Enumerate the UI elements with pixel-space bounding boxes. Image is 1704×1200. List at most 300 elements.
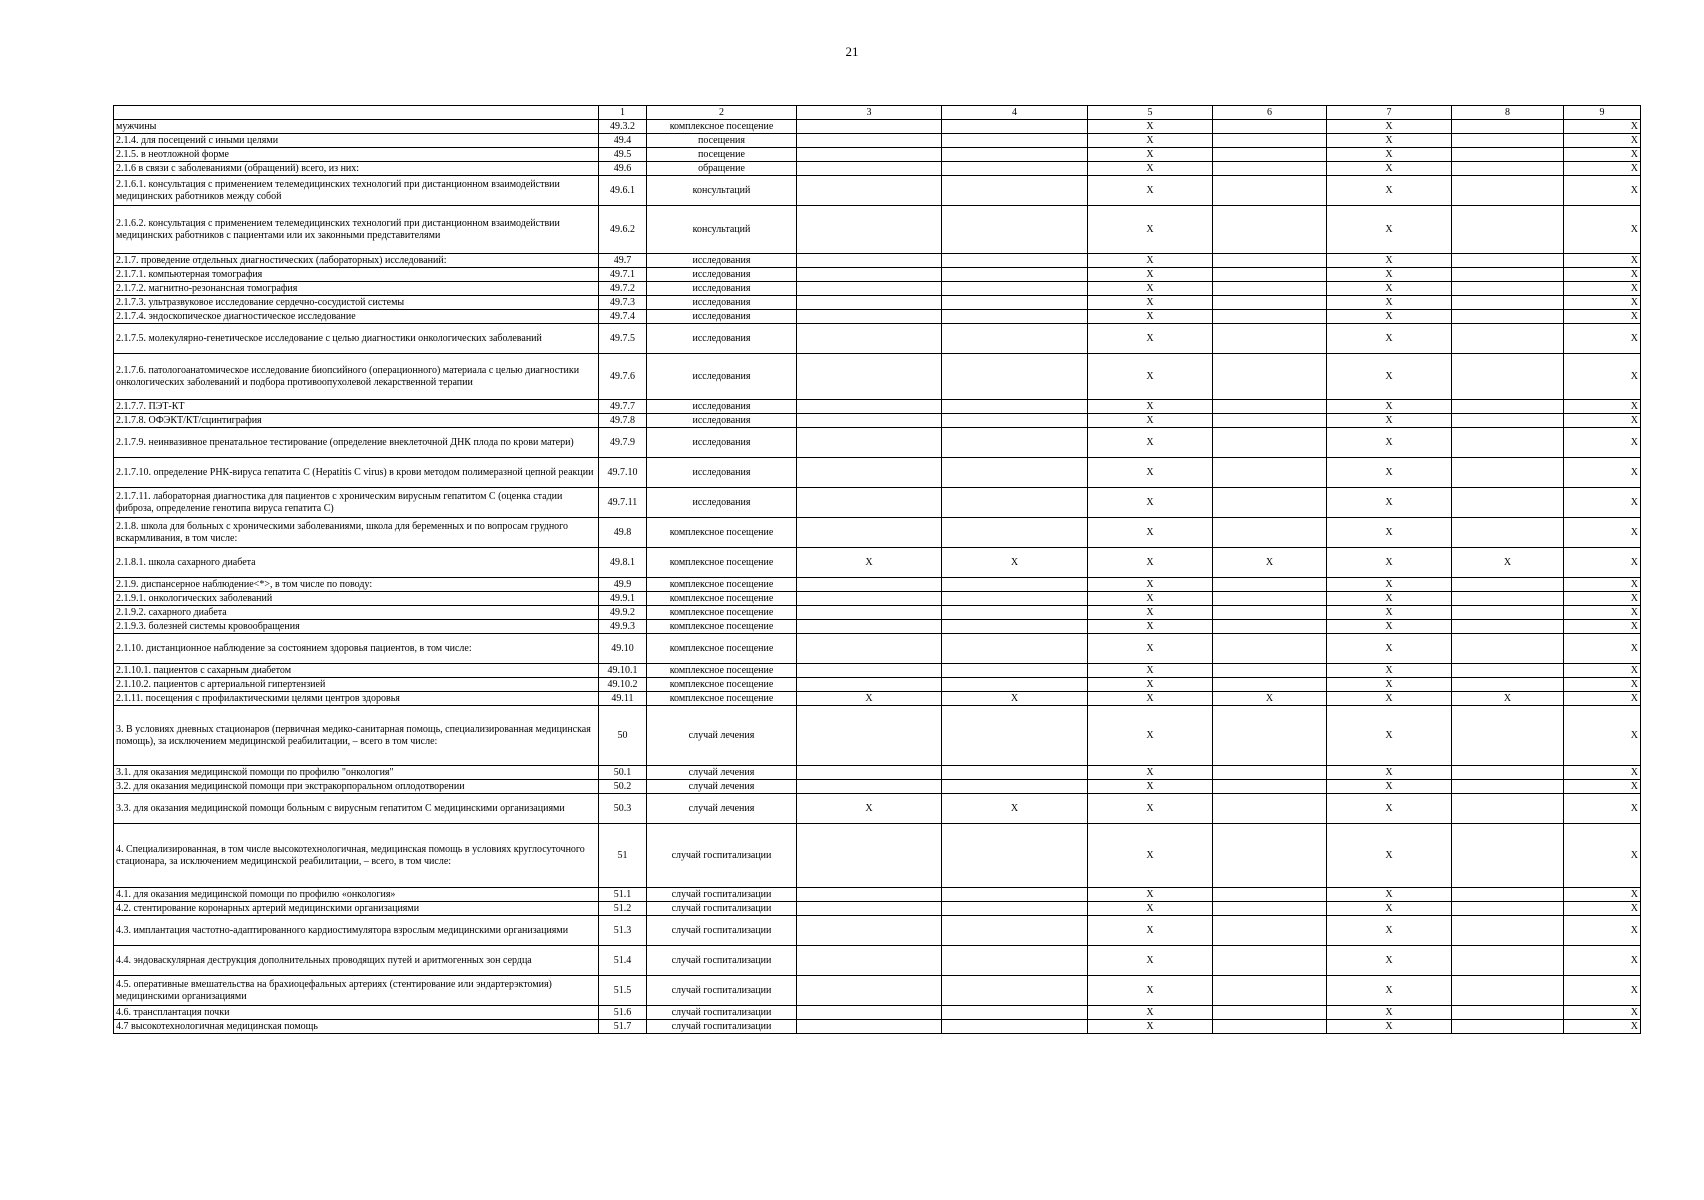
row-label: 3.1. для оказания медицинской помощи по профилю "онкология" (114, 766, 599, 780)
value-cell (942, 162, 1088, 176)
value-cell: X (1564, 548, 1641, 578)
row-unit: исследования (647, 324, 797, 354)
row-code: 50.1 (599, 766, 647, 780)
row-label: 2.1.7. проведение отдельных диагностических (лабораторных) исследований: (114, 254, 599, 268)
table-row (114, 902, 1641, 916)
row-label: 2.1.7.7. ПЭТ-КТ (114, 400, 599, 414)
value-cell: X (1564, 1020, 1641, 1034)
value-cell (942, 592, 1088, 606)
value-cell: X (1564, 488, 1641, 518)
value-cell (942, 354, 1088, 400)
value-cell (1213, 134, 1327, 148)
value-cell (942, 1020, 1088, 1034)
value-cell (1213, 162, 1327, 176)
row-label: 2.1.9. диспансерное наблюдение<*>, в том числе по поводу: (114, 578, 599, 592)
row-unit: исследования (647, 428, 797, 458)
value-cell (797, 296, 942, 310)
table-row (114, 324, 1641, 354)
row-code: 51.4 (599, 946, 647, 976)
value-cell (942, 518, 1088, 548)
row-label: 2.1.7.5. молекулярно-генетическое исследование с целью диагностики онкологических заболеваний (114, 324, 599, 354)
row-code: 51 (599, 824, 647, 888)
value-cell (797, 254, 942, 268)
value-cell: X (1088, 780, 1213, 794)
row-unit: исследования (647, 414, 797, 428)
value-cell (942, 578, 1088, 592)
value-cell: X (1564, 706, 1641, 766)
value-cell (1452, 794, 1564, 824)
value-cell (797, 902, 942, 916)
value-cell: X (1088, 888, 1213, 902)
value-cell (1452, 268, 1564, 282)
table-row (114, 488, 1641, 518)
value-cell (1452, 664, 1564, 678)
table-row (114, 706, 1641, 766)
row-code: 49.7.4 (599, 310, 647, 324)
header-cell (114, 106, 599, 120)
value-cell (797, 414, 942, 428)
value-cell: X (1088, 824, 1213, 888)
value-cell: X (1088, 578, 1213, 592)
row-label: 2.1.10.2. пациентов с артериальной гипертензией (114, 678, 599, 692)
value-cell (942, 664, 1088, 678)
value-cell (1213, 1020, 1327, 1034)
row-label: 2.1.9.2. сахарного диабета (114, 606, 599, 620)
table-row (114, 548, 1641, 578)
header-cell: 2 (647, 106, 797, 120)
value-cell (1452, 206, 1564, 254)
value-cell (1452, 254, 1564, 268)
row-label: 4.6. трансплантация почки (114, 1006, 599, 1020)
value-cell (1213, 176, 1327, 206)
row-code: 51.7 (599, 1020, 647, 1034)
value-cell: X (1327, 1020, 1452, 1034)
value-cell: X (1088, 706, 1213, 766)
row-label: 2.1.7.4. эндоскопическое диагностическое исследование (114, 310, 599, 324)
value-cell: X (1327, 548, 1452, 578)
value-cell (942, 946, 1088, 976)
row-code: 49.9.2 (599, 606, 647, 620)
table-row (114, 254, 1641, 268)
table-row (114, 888, 1641, 902)
value-cell: X (1327, 134, 1452, 148)
value-cell: X (1564, 578, 1641, 592)
row-code: 51.3 (599, 916, 647, 946)
value-cell (1213, 310, 1327, 324)
value-cell: X (1564, 664, 1641, 678)
value-cell (942, 824, 1088, 888)
value-cell (797, 400, 942, 414)
value-cell (942, 634, 1088, 664)
value-cell (1452, 946, 1564, 976)
value-cell: X (1564, 976, 1641, 1006)
row-unit: случай госпитализации (647, 1020, 797, 1034)
row-code: 49.5 (599, 148, 647, 162)
value-cell (1452, 310, 1564, 324)
value-cell (797, 518, 942, 548)
value-cell: X (1327, 678, 1452, 692)
row-label: 4.7 высокотехнологичная медицинская помощь (114, 1020, 599, 1034)
table-row (114, 162, 1641, 176)
row-unit: посещение (647, 148, 797, 162)
value-cell: X (1564, 620, 1641, 634)
value-cell (1452, 916, 1564, 946)
value-cell (797, 354, 942, 400)
row-label: 2.1.6.2. консультация с применением телемедицинских технологий при дистанционном взаимодействии медицинских работников с пациентами или их законными представителями (114, 206, 599, 254)
value-cell (797, 162, 942, 176)
value-cell: X (1327, 606, 1452, 620)
row-unit: исследования (647, 296, 797, 310)
table-row (114, 794, 1641, 824)
row-unit: комплексное посещение (647, 578, 797, 592)
row-unit: случай госпитализации (647, 916, 797, 946)
value-cell (797, 824, 942, 888)
value-cell: X (1327, 296, 1452, 310)
value-cell: X (1564, 428, 1641, 458)
value-cell (1213, 902, 1327, 916)
row-unit: комплексное посещение (647, 606, 797, 620)
row-label: 2.1.9.1. онкологических заболеваний (114, 592, 599, 606)
table-row (114, 134, 1641, 148)
value-cell (797, 888, 942, 902)
table-row (114, 518, 1641, 548)
value-cell: X (1088, 592, 1213, 606)
value-cell (1452, 780, 1564, 794)
value-cell: X (1088, 976, 1213, 1006)
value-cell (1452, 296, 1564, 310)
value-cell (942, 400, 1088, 414)
value-cell (942, 888, 1088, 902)
header-cell: 5 (1088, 106, 1213, 120)
value-cell: X (1088, 946, 1213, 976)
row-unit: случай госпитализации (647, 976, 797, 1006)
value-cell (1452, 162, 1564, 176)
row-unit: случай лечения (647, 780, 797, 794)
value-cell: X (1088, 548, 1213, 578)
row-label: 4.3. имплантация частотно-адаптированного кардиостимулятора взрослым медицинскими организациями (114, 916, 599, 946)
row-unit: консультаций (647, 176, 797, 206)
value-cell (1452, 518, 1564, 548)
value-cell: X (1564, 606, 1641, 620)
row-unit: случай лечения (647, 706, 797, 766)
row-label: 2.1.7.10. определение РНК-вируса гепатита С (Hepatitis C virus) в крови методом полимеразной цепной реакции (114, 458, 599, 488)
value-cell: X (1327, 706, 1452, 766)
row-unit: комплексное посещение (647, 692, 797, 706)
value-cell (1452, 592, 1564, 606)
row-code: 51.1 (599, 888, 647, 902)
row-label: 2.1.8.1. школа сахарного диабета (114, 548, 599, 578)
value-cell: X (1327, 634, 1452, 664)
table-row (114, 578, 1641, 592)
row-code: 49.7.1 (599, 268, 647, 282)
row-unit: случай госпитализации (647, 902, 797, 916)
value-cell: X (1088, 1020, 1213, 1034)
row-unit: случай лечения (647, 766, 797, 780)
value-cell: X (1327, 946, 1452, 976)
value-cell: X (1327, 794, 1452, 824)
row-code: 50.2 (599, 780, 647, 794)
value-cell (797, 620, 942, 634)
value-cell (942, 606, 1088, 620)
value-cell: X (797, 548, 942, 578)
row-label: 4. Специализированная, в том числе высокотехнологичная, медицинская помощь в условиях круглосуточного стационара, за исключением медицинской реабилитации, – всего, в том числе: (114, 824, 599, 888)
table-row (114, 414, 1641, 428)
value-cell (942, 902, 1088, 916)
row-label: 4.4. эндоваскулярная деструкция дополнительных проводящих путей и аритмогенных зон сердца (114, 946, 599, 976)
value-cell (942, 706, 1088, 766)
row-label: 2.1.4. для посещений с иными целями (114, 134, 599, 148)
value-cell: X (1327, 310, 1452, 324)
value-cell: X (1088, 254, 1213, 268)
value-cell: X (1327, 976, 1452, 1006)
row-unit: случай госпитализации (647, 824, 797, 888)
table-row (114, 692, 1641, 706)
value-cell: X (1088, 634, 1213, 664)
value-cell: X (1088, 692, 1213, 706)
value-cell (1213, 606, 1327, 620)
value-cell (1452, 324, 1564, 354)
row-unit: исследования (647, 268, 797, 282)
value-cell (1213, 780, 1327, 794)
value-cell (1452, 354, 1564, 400)
value-cell: X (1564, 134, 1641, 148)
value-cell: X (1327, 592, 1452, 606)
value-cell: X (1327, 458, 1452, 488)
value-cell: X (1327, 888, 1452, 902)
value-cell (1213, 488, 1327, 518)
value-cell (942, 1006, 1088, 1020)
table-row (114, 946, 1641, 976)
value-cell: X (1088, 678, 1213, 692)
value-cell (1452, 428, 1564, 458)
row-label: 2.1.7.11. лабораторная диагностика для пациентов с хроническим вирусным гепатитом С (оценка стадии фиброза, определение генотипа вируса гепатита С) (114, 488, 599, 518)
value-cell: X (1327, 148, 1452, 162)
row-unit: посещения (647, 134, 797, 148)
value-cell (942, 206, 1088, 254)
table-row (114, 428, 1641, 458)
value-cell (1452, 888, 1564, 902)
value-cell (1452, 176, 1564, 206)
value-cell (942, 488, 1088, 518)
row-code: 49.6 (599, 162, 647, 176)
value-cell (797, 268, 942, 282)
value-cell (1213, 400, 1327, 414)
row-code: 49.7.2 (599, 282, 647, 296)
value-cell: X (1564, 678, 1641, 692)
header-cell: 4 (942, 106, 1088, 120)
row-label: 2.1.7.3. ультразвуковое исследование сердечно-сосудистой системы (114, 296, 599, 310)
value-cell (1213, 706, 1327, 766)
row-label: 2.1.7.6. патологоанатомическое исследование биопсийного (операционного) материала с целью диагностики онкологических заболеваний и подбора противоопухолевой лекарственной терапии (114, 354, 599, 400)
value-cell: X (1327, 324, 1452, 354)
value-cell (797, 428, 942, 458)
value-cell: X (1327, 1006, 1452, 1020)
value-cell: X (1327, 902, 1452, 916)
page-number: 21 (845, 44, 859, 59)
row-unit: комплексное посещение (647, 678, 797, 692)
value-cell (1452, 902, 1564, 916)
value-cell (797, 706, 942, 766)
table-row (114, 282, 1641, 296)
value-cell (797, 148, 942, 162)
value-cell (1213, 578, 1327, 592)
value-cell (1452, 134, 1564, 148)
row-label: 2.1.11. посещения с профилактическими целями центров здоровья (114, 692, 599, 706)
table-row (114, 678, 1641, 692)
value-cell (1452, 766, 1564, 780)
value-cell: X (1088, 162, 1213, 176)
value-cell (797, 282, 942, 296)
value-cell (797, 766, 942, 780)
value-cell: X (1088, 664, 1213, 678)
value-cell (797, 976, 942, 1006)
value-cell: X (1088, 354, 1213, 400)
value-cell: X (1564, 206, 1641, 254)
table-body (114, 120, 1641, 1034)
table-row (114, 976, 1641, 1006)
value-cell: X (1088, 414, 1213, 428)
value-cell: X (1564, 400, 1641, 414)
value-cell: X (1327, 916, 1452, 946)
table-row (114, 296, 1641, 310)
row-label: 4.2. стентирование коронарных артерий медицинскими организациями (114, 902, 599, 916)
value-cell: X (1564, 902, 1641, 916)
header-cell: 6 (1213, 106, 1327, 120)
row-unit: исследования (647, 310, 797, 324)
value-cell (1213, 592, 1327, 606)
value-cell (1452, 414, 1564, 428)
row-unit: исследования (647, 282, 797, 296)
value-cell (797, 946, 942, 976)
value-cell (942, 254, 1088, 268)
value-cell (1213, 120, 1327, 134)
value-cell (1452, 400, 1564, 414)
value-cell (797, 488, 942, 518)
row-unit: комплексное посещение (647, 664, 797, 678)
value-cell (1213, 664, 1327, 678)
value-cell (942, 458, 1088, 488)
value-cell (1213, 428, 1327, 458)
table-row (114, 1006, 1641, 1020)
value-cell: X (1088, 606, 1213, 620)
value-cell (1213, 634, 1327, 664)
value-cell (1213, 324, 1327, 354)
row-label: 2.1.6.1. консультация с применением телемедицинских технологий при дистанционном взаимодействии медицинских работников между собой (114, 176, 599, 206)
row-label: 2.1.7.2. магнитно-резонансная томография (114, 282, 599, 296)
value-cell (1213, 946, 1327, 976)
value-cell (1213, 1006, 1327, 1020)
value-cell: X (1327, 206, 1452, 254)
row-unit: комплексное посещение (647, 120, 797, 134)
value-cell: X (1088, 296, 1213, 310)
value-cell (797, 678, 942, 692)
value-cell (942, 282, 1088, 296)
value-cell (1452, 678, 1564, 692)
header-cell: 8 (1452, 106, 1564, 120)
row-label: 2.1.9.3. болезней системы кровообращения (114, 620, 599, 634)
value-cell: X (1088, 400, 1213, 414)
value-cell: X (1327, 780, 1452, 794)
row-code: 49.10 (599, 634, 647, 664)
row-code: 50.3 (599, 794, 647, 824)
value-cell: X (1564, 282, 1641, 296)
value-cell (1452, 976, 1564, 1006)
row-unit: случай госпитализации (647, 946, 797, 976)
value-cell (942, 766, 1088, 780)
value-cell (942, 134, 1088, 148)
row-code: 51.5 (599, 976, 647, 1006)
value-cell: X (1564, 120, 1641, 134)
value-cell (942, 780, 1088, 794)
row-unit: обращение (647, 162, 797, 176)
row-label: 2.1.8. школа для больных с хроническими заболеваниями, школа для беременных и по вопросам грудного вскармливания, в том числе: (114, 518, 599, 548)
value-cell (1213, 354, 1327, 400)
value-cell (1213, 766, 1327, 780)
row-code: 49.7.11 (599, 488, 647, 518)
row-code: 49.11 (599, 692, 647, 706)
value-cell (797, 120, 942, 134)
row-code: 49.3.2 (599, 120, 647, 134)
value-cell: X (1564, 458, 1641, 488)
value-cell (1452, 1020, 1564, 1034)
value-cell: X (1327, 578, 1452, 592)
value-cell: X (1564, 794, 1641, 824)
table-row (114, 1020, 1641, 1034)
row-code: 49.9.1 (599, 592, 647, 606)
value-cell (1213, 794, 1327, 824)
table-row (114, 634, 1641, 664)
value-cell: X (1088, 134, 1213, 148)
row-unit: комплексное посещение (647, 634, 797, 664)
value-cell: X (1564, 254, 1641, 268)
value-cell: X (942, 794, 1088, 824)
value-cell (1213, 824, 1327, 888)
value-cell (797, 578, 942, 592)
header-row (114, 106, 1641, 120)
row-code: 49.10.1 (599, 664, 647, 678)
value-cell (1213, 620, 1327, 634)
header-cell: 7 (1327, 106, 1452, 120)
row-unit: исследования (647, 354, 797, 400)
row-code: 49.7.5 (599, 324, 647, 354)
row-code: 49.7.8 (599, 414, 647, 428)
value-cell: X (1088, 268, 1213, 282)
value-cell (797, 458, 942, 488)
row-label: 3.2. для оказания медицинской помощи при экстракорпоральном оплодотворении (114, 780, 599, 794)
value-cell: X (1564, 324, 1641, 354)
value-cell (942, 176, 1088, 206)
header-cell: 9 (1564, 106, 1641, 120)
row-code: 49.7 (599, 254, 647, 268)
value-cell (942, 428, 1088, 458)
value-cell: X (1327, 428, 1452, 458)
row-label: 2.1.7.8. ОФЭКТ/КТ/сцинтиграфия (114, 414, 599, 428)
value-cell: X (1452, 692, 1564, 706)
value-cell (942, 678, 1088, 692)
table-row (114, 766, 1641, 780)
value-cell: X (1327, 518, 1452, 548)
row-code: 49.4 (599, 134, 647, 148)
value-cell (797, 324, 942, 354)
row-code: 49.9 (599, 578, 647, 592)
row-code: 49.6.2 (599, 206, 647, 254)
value-cell: X (1564, 592, 1641, 606)
row-code: 51.6 (599, 1006, 647, 1020)
value-cell (797, 664, 942, 678)
row-code: 50 (599, 706, 647, 766)
value-cell: X (1564, 692, 1641, 706)
row-code: 49.6.1 (599, 176, 647, 206)
